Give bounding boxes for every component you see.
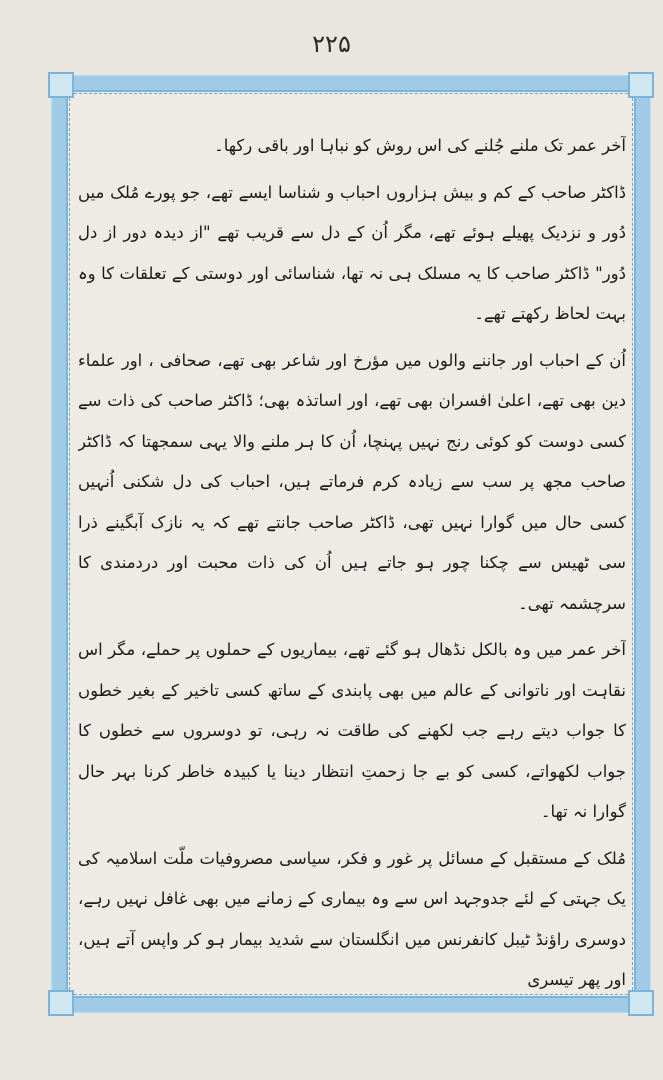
paragraph: ڈاکٹر صاحب کے کم و بیش ہزاروں احباب و شناسا ایسے تھے، جو پورے مُلک میں دُور و نزدیک پھیلے ہوئے تھے، مگر اُن کے دل سے قریب تھے "از دیدہ دور از دل دُور" ڈاکٹر صاحب کا یہ مسلک ہی نہ تھا، شناسائی اور دوستی کے تعلقات کا وہ بہت لحاظ رکھتے تھے۔: [78, 182, 626, 323]
border-corner-ornament: [628, 72, 654, 98]
border-corner-ornament: [48, 990, 74, 1016]
page-body: [78, 126, 626, 996]
paragraph: اُن کے احباب اور جاننے والوں میں مؤرخ اور شاعر بھی تھے، صحافی ، اور علماء دین بھی تھے، اعلیٰ افسران بھی تھے، اور اساتذہ بھی؛ ڈاکٹر صاحب کی ذات سے کسی دوست کو کوئی رنج نہیں پہنچا، اُن کا ہر ملنے والا یہی سمجھتا کہ ڈاکٹر صاحب مجھ پر سب سے زیادہ کرم فرماتے ہیں، احباب کی دل شکنی اُنہیں کسی حال میں گوارا نہیں تھی، ڈاکٹر صاحب جانتے تھے کہ یہ نازک آبگینے ذرا سی ٹھیس سے چکنا چور ہو جاتے ہیں اُن کی ذات محبت اور دردمندی کا سرچشمہ تھی۔: [78, 350, 626, 613]
paragraph: آخر عمر تک ملنے جُلنے کی اس روش کو نباہا اور باقی رکھا۔: [214, 136, 626, 155]
paragraph: آخر عمر میں وہ بالکل نڈھال ہو گئے تھے، بیماریوں کے حملوں پر حملے، مگر اس نقاہت اور ناتوانی کے عالم میں بھی پابندی کے ساتھ کسی تاخیر کے بغیر خطوں کا جواب دیتے رہے جب لکھنے کی طاقت نہ رہی، تو دوسروں سے خطوں کا جواب لکھواتے، کسی کو بے جا زحمتِ انتظار دینا یا کبیدہ خاطر کرنا بہر حال گوارا نہ تھا۔: [78, 640, 626, 821]
paragraph: مُلک کے مستقبل کے مسائل پر غور و فکر، سیاسی مصروفیات ملّت اسلامیہ کی یک جہتی کے لئے جدوجہد اس سے وہ بیماری کے زمانے میں بھی غافل نہیں رہے، دوسری راؤنڈ ٹیبل کانفرنس میں انگلستان سے شدید بیمار ہو کر واپس آتے ہیں، اور پھر تیسری: [78, 848, 626, 989]
border-corner-ornament: [628, 990, 654, 1016]
page-number: ۲۲۵: [312, 30, 351, 58]
border-corner-ornament: [48, 72, 74, 98]
